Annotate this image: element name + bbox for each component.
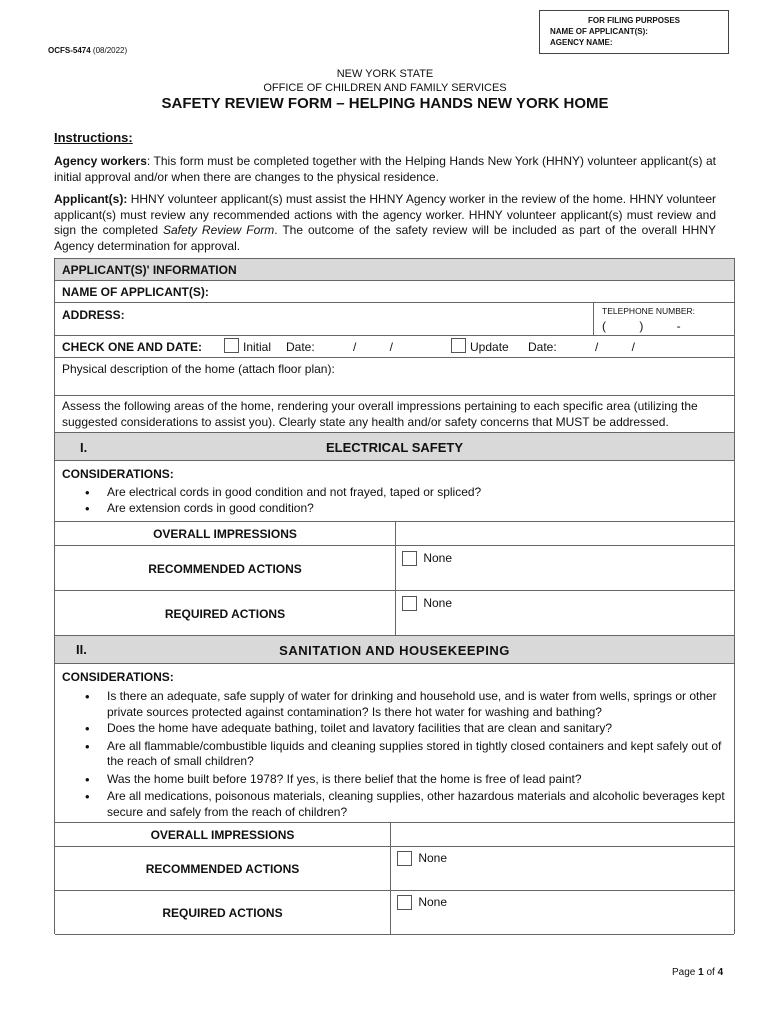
address-label: ADDRESS: xyxy=(62,308,125,322)
initial-label: Initial xyxy=(243,340,272,354)
section-1-overall-label: OVERALL IMPRESSIONS xyxy=(153,527,297,541)
filing-agency-label: AGENCY NAME: xyxy=(550,38,613,47)
section-2-item: • Are all flammable/combustible liquids and cleaning supplies stored in tightly closed containers and kept safely out of the reach of small children? xyxy=(85,739,725,772)
initial-date-label: Date: xyxy=(286,340,315,354)
telephone-label: TELEPHONE NUMBER: xyxy=(602,306,696,316)
section-2-number: II. xyxy=(76,642,87,657)
applicant-text-1: HHNY volunteer applicant(s) must assist the HHNY Agency worker in the review of the home. HHNY volunteer applicant(s) must review any recommended actions with the agency worker. HHNY volunteer applicant(s) must review and sign the completed xyxy=(54,192,716,237)
section-2-title: SANITATION AND HOUSEKEEPING xyxy=(279,643,510,658)
section-1-required-row xyxy=(55,591,734,636)
applicant-info-heading-text: APPLICANT(S)' INFORMATION xyxy=(62,263,237,277)
applicant-text-2: . The outcome of the safety review will be included as part of the overall HHNY Agency determination for approval. xyxy=(54,223,716,253)
agency-instructions xyxy=(54,154,716,185)
assess-row xyxy=(55,396,734,433)
applicant-text-italic: Safety Review Form xyxy=(162,223,275,237)
update-checkbox[interactable] xyxy=(451,338,466,353)
instructions-title: Instructions: xyxy=(54,130,133,145)
section-1-header xyxy=(55,433,734,461)
section-1-considerations xyxy=(55,461,734,522)
section-1-list xyxy=(85,485,725,516)
check-date-row xyxy=(55,336,734,358)
applicant-label: Applicant(s): xyxy=(54,192,128,206)
filing-title: FOR FILING PURPOSES xyxy=(587,16,680,25)
check-label: CHECK ONE AND DATE: xyxy=(62,340,202,354)
section-2-recommended-none-label: None xyxy=(418,851,448,865)
section-1-required-label: REQUIRED ACTIONS xyxy=(164,607,286,621)
applicant-info-heading xyxy=(55,259,734,281)
section-1-overall-field[interactable] xyxy=(396,522,734,545)
telephone-field[interactable] xyxy=(593,303,734,335)
form-id xyxy=(48,46,127,55)
section-2-recommended-none-checkbox[interactable] xyxy=(397,851,412,866)
section-2-required-none-label: None xyxy=(418,895,448,909)
section-2-item: • Is there an adequate, safe supply of water for drinking and household use, and is water from wells, springs or other private sources protected against contamination? Is there hot water for washing and bathing? xyxy=(85,689,725,721)
section-2-considerations-label: CONSIDERATIONS: xyxy=(62,670,174,684)
section-2-item: • Does the home have adequate bathing, toilet and lavatory facilities that are clean and sanitary? xyxy=(85,721,725,739)
section-2-recommended-label: RECOMMENDED ACTIONS xyxy=(145,862,300,876)
section-2-recommended-row xyxy=(55,847,734,891)
agency-text: : This form must be completed together with the Helping Hands New York (HHNY) volunteer applicant(s) at initial approval and/or when there are changes to the physical residence. xyxy=(54,154,716,184)
section-1-overall-row xyxy=(55,522,734,546)
section-2-required-row xyxy=(55,891,734,935)
header-office: OFFICE OF CHILDREN AND FAMILY SERVICES xyxy=(263,82,507,94)
page-of: of xyxy=(703,967,718,978)
section-1-recommended-label: RECOMMENDED ACTIONS xyxy=(148,562,302,576)
form-table xyxy=(54,258,735,934)
page-prefix: Page xyxy=(672,967,699,978)
section-1-required-none-checkbox[interactable] xyxy=(402,596,417,611)
physical-description-row[interactable] xyxy=(55,358,734,396)
section-2-item: • Was the home built before 1978? If yes, is there belief that the home is free of lead paint? xyxy=(85,772,725,790)
section-2-list xyxy=(85,689,725,820)
section-1-considerations-label: CONSIDERATIONS: xyxy=(62,467,174,481)
form-code: OCFS-5474 xyxy=(48,46,91,55)
initial-checkbox[interactable] xyxy=(224,338,239,353)
section-2-considerations xyxy=(55,664,734,823)
page-number xyxy=(672,967,723,978)
agency-label: Agency workers xyxy=(54,154,147,168)
section-1-title: ELECTRICAL SAFETY xyxy=(326,440,463,455)
address-row xyxy=(55,303,734,336)
applicant-name-row[interactable] xyxy=(55,281,734,303)
applicant-name-label: NAME OF APPLICANT(S): xyxy=(62,285,209,299)
update-date-label: Date: xyxy=(528,340,557,354)
section-1-recommended-none xyxy=(402,551,452,566)
update-label: Update xyxy=(470,340,509,354)
section-2-required-none xyxy=(397,895,447,910)
initial-date-field[interactable]: / / xyxy=(353,340,394,354)
section-2-header xyxy=(55,636,734,664)
section-1-required-none-label: None xyxy=(423,596,453,610)
physical-description-label: Physical description of the home (attach floor plan): xyxy=(62,362,335,376)
section-2-recommended-none xyxy=(397,851,447,866)
filing-purposes-box xyxy=(539,10,729,54)
section-1-item: • Are electrical cords in good condition and not frayed, taped or spliced? xyxy=(85,485,725,501)
section-2-required-label: REQUIRED ACTIONS xyxy=(162,906,283,920)
section-1-recommended-none-checkbox[interactable] xyxy=(402,551,417,566)
section-2-overall-field[interactable] xyxy=(391,823,734,846)
section-1-recommended-none-label: None xyxy=(423,551,453,565)
section-1-item: • Are extension cords in good condition? xyxy=(85,501,725,517)
page-current: 1 xyxy=(698,967,704,978)
applicant-instructions xyxy=(54,192,716,254)
telephone-format: ( ) - xyxy=(602,319,681,333)
section-2-item: • Are all medications, poisonous materials, cleaning supplies, other hazardous materials and alcoholic beverages kept secure and safely from the reach of children? xyxy=(85,789,725,820)
section-1-number: I. xyxy=(80,440,88,455)
header-state: NEW YORK STATE xyxy=(336,68,434,80)
section-1-required-none xyxy=(402,596,452,611)
assess-text: Assess the following areas of the home, rendering your overall impressions pertaining to each specific area (utilizing the suggested considerations to assist you). Clearly state any health and/or safety concerns that MUST be addressed. xyxy=(62,399,698,429)
update-date-field[interactable]: / / xyxy=(595,340,636,354)
section-2-overall-label: OVERALL IMPRESSIONS xyxy=(150,828,295,842)
section-1-recommended-row xyxy=(55,546,734,591)
filing-applicant-label: NAME OF APPLICANT(S): xyxy=(550,27,648,36)
page-total: 4 xyxy=(717,967,724,978)
page-title: SAFETY REVIEW FORM – HELPING HANDS NEW YORK HOME xyxy=(161,95,609,112)
section-2-overall-row xyxy=(55,823,734,847)
form-date: (08/2022) xyxy=(92,46,128,55)
section-2-required-none-checkbox[interactable] xyxy=(397,895,412,910)
